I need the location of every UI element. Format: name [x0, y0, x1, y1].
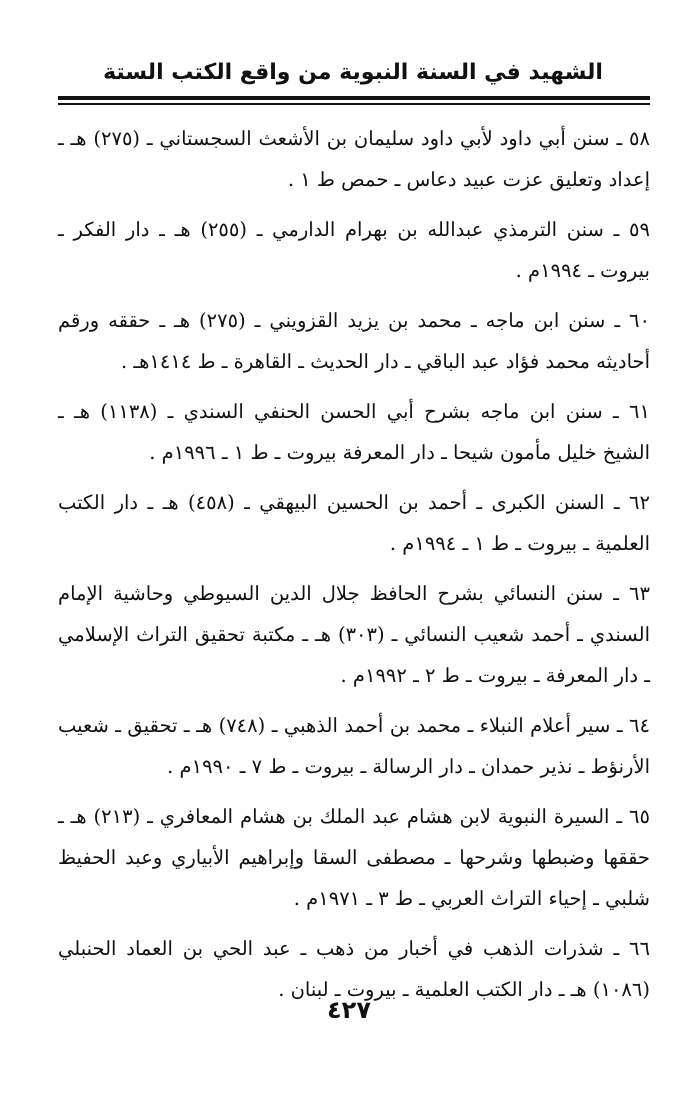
entry-text: السيرة النبوية لابن هشام عبد الملك بن هشام المعافري ـ (٢١٣) هـ ـ حققها وضبطها وشرحها ـ مصطفى السقا وإبراهيم الأبياري وعبد الحفيظ شلبي ـ إحياء التراث العربي ـ ط ٣ ـ ١٩٧١م . [58, 805, 650, 910]
entry-number: ٦٢ [629, 491, 650, 514]
entry-text: شذرات الذهب في أخبار من ذهب ـ عبد الحي بن العماد الحنبلي (١٠٨٦) هـ ـ دار الكتب العلمية ـ بيروت ـ لبنان . [58, 937, 650, 1001]
entry-number: ٦١ [629, 400, 650, 423]
header-rule-thin [58, 103, 650, 105]
bibliography-entry-61: ٦١ ـ سنن ابن ماجه بشرح أبي الحسن الحنفي السندي ـ (١١٣٨) هـ ـ الشيخ خليل مأمون شيحا ـ دار المعرفة بيروت ـ ط ١ ـ ١٩٩٦م . [58, 400, 650, 464]
entry-text: سنن ابن ماجه ـ محمد بن يزيد القزويني ـ (٢٧٥) هـ ـ حققه ورقم أحاديثه محمد فؤاد عبد الباقي ـ دار الحديث ـ القاهرة ـ ط ١٤١٤هـ . [58, 309, 650, 373]
bibliography-entry-66: ٦٦ ـ شذرات الذهب في أخبار من ذهب ـ عبد الحي بن العماد الحنبلي (١٠٨٦) هـ ـ دار الكتب العلمية ـ بيروت ـ لبنان . [58, 937, 650, 1001]
entry-number: ٦٥ [629, 805, 650, 828]
entry-number: ٦٤ [629, 714, 650, 737]
entry-text: سنن ابن ماجه بشرح أبي الحسن الحنفي السندي ـ (١١٣٨) هـ ـ الشيخ خليل مأمون شيحا ـ دار المعرفة بيروت ـ ط ١ ـ ١٩٩٦م . [58, 400, 650, 464]
bibliography-entry-59: ٥٩ ـ سنن الترمذي عبدالله بن بهرام الدارمي ـ (٢٥٥) هـ ـ دار الفكر ـ بيروت ـ ١٩٩٤م . [58, 218, 650, 282]
bibliography-entry-64: ٦٤ ـ سير أعلام النبلاء ـ محمد بن أحمد الذهبي ـ (٧٤٨) هـ ـ تحقيق ـ شعيب الأرنؤط ـ نذير حمدان ـ دار الرسالة ـ بيروت ـ ط ٧ ـ ١٩٩٠م . [58, 714, 650, 778]
entry-number: ٦٠ [629, 309, 650, 332]
bibliography-entry-65: ٦٥ ـ السيرة النبوية لابن هشام عبد الملك بن هشام المعافري ـ (٢١٣) هـ ـ حققها وضبطها وشرحها ـ مصطفى السقا وإبراهيم الأبياري وعبد الحفيظ شلبي ـ إحياء التراث العربي ـ ط ٣ ـ ١٩٧١م . [58, 805, 650, 910]
entry-text: سنن النسائي بشرح الحافظ جلال الدين السيوطي وحاشية الإمام السندي ـ أحمد شعيب النسائي ـ (٣٠٣) هـ ـ مكتبة تحقيق التراث الإسلامي ـ دار المعرفة ـ بيروت ـ ط ٢ ـ ١٩٩٢م . [58, 582, 650, 687]
entry-number: ٥٩ [629, 218, 650, 241]
bibliography-entry-63: ٦٣ ـ سنن النسائي بشرح الحافظ جلال الدين السيوطي وحاشية الإمام السندي ـ أحمد شعيب النسائي ـ (٣٠٣) هـ ـ مكتبة تحقيق التراث الإسلامي ـ دار المعرفة ـ بيروت ـ ط ٢ ـ ١٩٩٢م . [58, 582, 650, 687]
bibliography-entry-60: ٦٠ ـ سنن ابن ماجه ـ محمد بن يزيد القزويني ـ (٢٧٥) هـ ـ حققه ورقم أحاديثه محمد فؤاد عبد الباقي ـ دار الحديث ـ القاهرة ـ ط ١٤١٤هـ . [58, 309, 650, 373]
bibliography-entry-62: ٦٢ ـ السنن الكبرى ـ أحمد بن الحسين البيهقي ـ (٤٥٨) هـ ـ دار الكتب العلمية ـ بيروت ـ ط ١ ـ ١٩٩٤م . [58, 491, 650, 555]
header-rule-thick [58, 96, 650, 100]
bibliography-entry-58: ٥٨ ـ سنن أبي داود لأبي داود سليمان بن الأشعث السجستاني ـ (٢٧٥) هـ ـ إعداد وتعليق عزت عبيد دعاس ـ حمص ط ١ . [58, 127, 650, 191]
page-number: ٤٢٧ [327, 996, 371, 1024]
entry-number: ٦٦ [629, 937, 650, 960]
entry-number: ٥٨ [629, 127, 650, 150]
bibliography-list [58, 118, 650, 1019]
entry-number: ٦٣ [629, 582, 650, 605]
entry-text: السنن الكبرى ـ أحمد بن الحسين البيهقي ـ (٤٥٨) هـ ـ دار الكتب العلمية ـ بيروت ـ ط ١ ـ ١٩٩٤م . [58, 491, 650, 555]
entry-text: سير أعلام النبلاء ـ محمد بن أحمد الذهبي ـ (٧٤٨) هـ ـ تحقيق ـ شعيب الأرنؤط ـ نذير حمدان ـ دار الرسالة ـ بيروت ـ ط ٧ ـ ١٩٩٠م . [58, 714, 650, 778]
entry-text: سنن أبي داود لأبي داود سليمان بن الأشعث السجستاني ـ (٢٧٥) هـ ـ إعداد وتعليق عزت عبيد دعاس ـ حمص ط ١ . [58, 127, 650, 191]
entry-text: سنن الترمذي عبدالله بن بهرام الدارمي ـ (٢٥٥) هـ ـ دار الفكر ـ بيروت ـ ١٩٩٤م . [58, 218, 650, 282]
running-header-title: الشهيد في السنة النبوية من واقع الكتب الستة [103, 60, 603, 85]
